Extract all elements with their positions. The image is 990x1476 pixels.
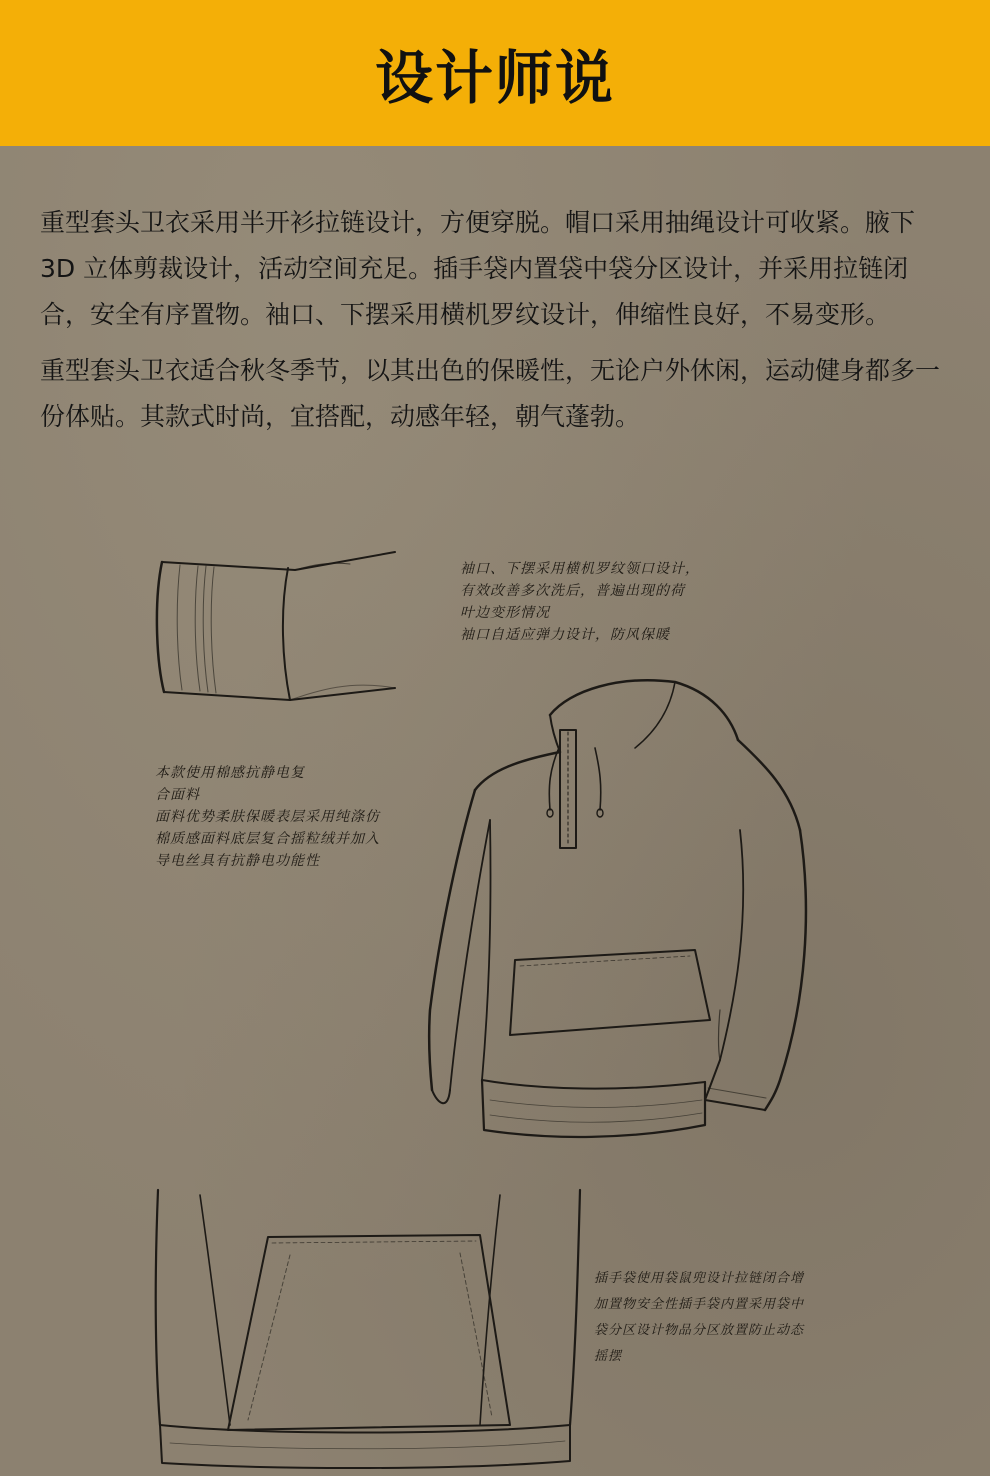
intro-paragraph-1: 重型套头卫衣采用半开衫拉链设计，方便穿脱。帽口采用抽绳设计可收紧。腋下 3D 立体剪裁设计，活动空间充足。插手袋内置袋中袋分区设计，并采用拉链闭合，安全有序置物。袖口、下摆采用横机罗纹设计，伸缩性良好，不易变形。 — [40, 208, 916, 329]
cuff-note-line: 袖口自适应弹力设计，防风保暖 — [460, 627, 670, 643]
page-title: 设计师说 — [374, 44, 615, 112]
fabric-note-line: 导电丝具有抗静电功能性 — [155, 853, 320, 869]
pocket-note — [594, 1266, 804, 1370]
header-banner — [0, 0, 990, 146]
intro-paragraph-2: 重型套头卫衣适合秋冬季节，以其出色的保暖性，无论户外休闲，运动健身都多一份体贴。其款式时尚，宜搭配，动感年轻，朝气蓬勃。 — [40, 356, 941, 431]
fabric-note — [155, 762, 380, 872]
hoodie-sketch — [420, 670, 820, 1200]
pocket-note-line: 摇摆 — [594, 1349, 623, 1364]
cuff-note-line: 有效改善多次洗后，普遍出现的荷 — [460, 583, 685, 599]
cuff-sketch — [150, 540, 420, 720]
pocket-sketch — [140, 1185, 590, 1470]
cuff-note-line: 叶边变形情况 — [460, 605, 550, 621]
fabric-note-line: 合面料 — [155, 787, 200, 803]
intro-text — [40, 200, 950, 450]
fabric-note-line: 棉质感面料底层复合摇粒绒并加入 — [155, 831, 380, 847]
cuff-note — [460, 558, 700, 646]
fabric-note-line: 本款使用棉感抗静电复 — [155, 765, 305, 781]
pocket-note-line: 袋分区设计物品分区放置防止动态 — [594, 1323, 805, 1338]
pocket-note-line: 插手袋使用袋鼠兜设计拉链闭合增 — [594, 1271, 805, 1286]
cuff-note-line: 袖口、下摆采用横机罗纹领口设计， — [460, 561, 700, 577]
fabric-note-line: 面料优势柔肤保暖表层采用纯涤仿 — [155, 809, 380, 825]
pocket-note-line: 加置物安全性插手袋内置采用袋中 — [594, 1297, 805, 1312]
